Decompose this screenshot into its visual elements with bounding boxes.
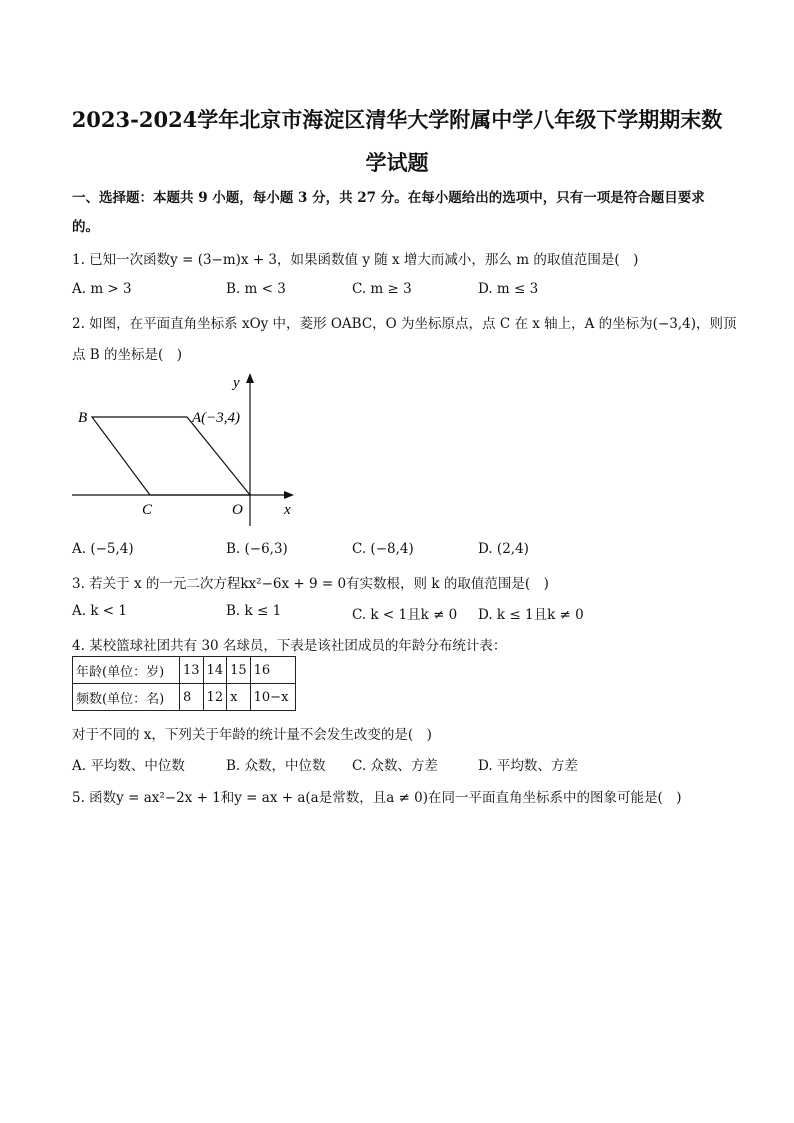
exam-title-line1: 2023-2024学年北京市海淀区清华大学附属中学八年级下学期期末数 bbox=[71, 107, 723, 132]
question-3-option-a: A. k < 1 bbox=[72, 603, 127, 619]
label-a: A(−3,4) bbox=[192, 410, 241, 426]
label-c: C bbox=[142, 502, 153, 518]
age-frequency-table bbox=[72, 656, 296, 711]
table-cell: 年龄(单位：岁) bbox=[73, 657, 180, 684]
question-1-option-b: B. m < 3 bbox=[226, 281, 286, 297]
table-cell: 12 bbox=[203, 684, 227, 711]
y-axis-arrow bbox=[246, 373, 254, 383]
exam-title-line2: 学试题 bbox=[365, 150, 429, 175]
label-b: B bbox=[78, 410, 88, 426]
question-2-stem-line2: 点 B 的坐标是( ) bbox=[72, 347, 183, 363]
rhombus-oabc bbox=[92, 417, 250, 495]
question-2-option-b: B. (−6,3) bbox=[226, 541, 288, 557]
question-2-option-c: C. (−8,4) bbox=[352, 541, 414, 557]
question-2-option-a: A. (−5,4) bbox=[72, 541, 134, 557]
question-2-figure bbox=[60, 368, 310, 533]
question-1-option-d: D. m ≤ 3 bbox=[478, 281, 539, 297]
table-cell: x bbox=[227, 684, 251, 711]
table-cell: 16 bbox=[250, 657, 295, 684]
question-3-option-b: B. k ≤ 1 bbox=[226, 603, 282, 619]
table-cell: 10−x bbox=[250, 684, 295, 711]
section-intro-line2: 的。 bbox=[72, 219, 99, 235]
question-1-option-a: A. m > 3 bbox=[72, 281, 132, 297]
section-intro-line1: 一、选择题：本题共 9 小题，每小题 3 分，共 27 分。在每小题给出的选项中，只有一项是符合题目要求 bbox=[72, 190, 705, 206]
table-row bbox=[73, 657, 296, 684]
label-o: O bbox=[232, 502, 243, 518]
question-4-option-b: B. 众数，中位数 bbox=[226, 758, 326, 774]
table-cell: 13 bbox=[180, 657, 204, 684]
question-1-option-c: C. m ≥ 3 bbox=[352, 281, 412, 297]
x-axis-arrow bbox=[284, 491, 294, 499]
question-4-option-d: D. 平均数、方差 bbox=[478, 758, 578, 774]
question-4-option-c: C. 众数、方差 bbox=[352, 758, 438, 774]
question-2-stem-line1: 2. 如图，在平面直角坐标系 xOy 中，菱形 OABC，O 为坐标原点，点 C 在 x 轴上，A 的坐标为(−3,4)，则顶 bbox=[72, 316, 737, 332]
question-2-option-d: D. (2,4) bbox=[478, 541, 529, 557]
table-row bbox=[73, 684, 296, 711]
question-1-stem: 1. 已知一次函数y = (3−m)x + 3，如果函数值 y 随 x 增大而减小，那么 m 的取值范围是( ) bbox=[72, 252, 639, 268]
label-x: x bbox=[284, 502, 291, 518]
table-cell: 8 bbox=[180, 684, 204, 711]
question-3-stem: 3. 若关于 x 的一元二次方程kx²−6x + 9 = 0有实数根，则 k 的取值范围是( ) bbox=[72, 576, 549, 592]
question-4-stem: 4. 某校篮球社团共有 30 名球员，下表是该社团成员的年龄分布统计表： bbox=[72, 638, 507, 654]
table-cell: 频数(单位：名) bbox=[73, 684, 180, 711]
question-4-question: 对于不同的 x，下列关于年龄的统计量不会发生改变的是( ) bbox=[72, 727, 432, 743]
question-3-option-d: D. k ≤ 1且k ≠ 0 bbox=[478, 607, 584, 623]
question-5-stem: 5. 函数y = ax²−2x + 1和y = ax + a(a是常数，且a ≠ 0)在同一平面直角坐标系中的图象可能是( ) bbox=[72, 790, 682, 806]
table-cell: 15 bbox=[227, 657, 251, 684]
label-y: y bbox=[233, 375, 240, 391]
table-cell: 14 bbox=[203, 657, 227, 684]
question-4-option-a: A. 平均数、中位数 bbox=[72, 758, 185, 774]
question-3-option-c: C. k < 1且k ≠ 0 bbox=[352, 607, 458, 623]
